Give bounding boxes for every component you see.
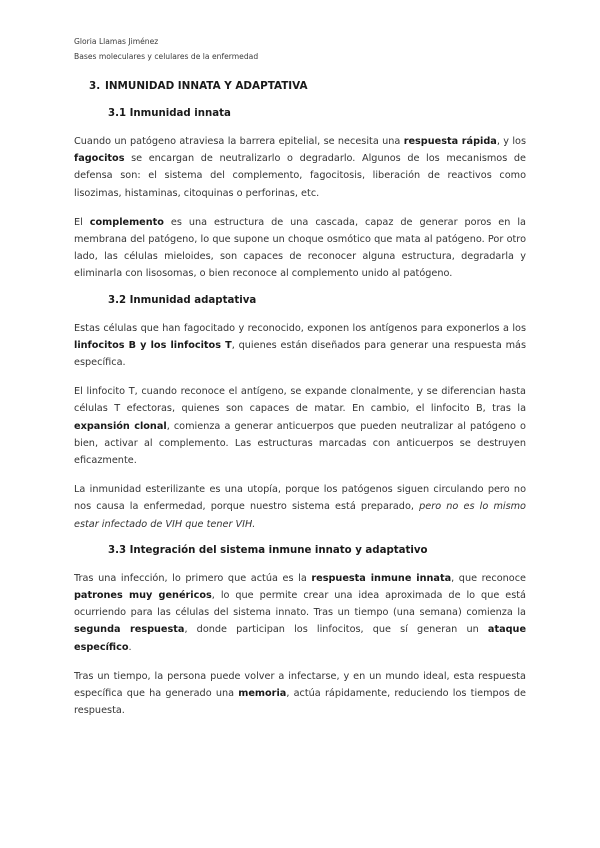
paragraph: El linfocito T, cuando reconoce el antígeno, se expande clonalmente, y se diferencian hasta células T efectoras, quienes son capaces de matar. En cambio, el linfocito B, tras la expansión clonal, comienza a generar anticuerpos que pueden neutralizar al patógeno o bien, activar al complemento. Las estructuras marcadas con anticuerpos se destruyen eficazmente. <box>74 386 526 467</box>
paragraph: Estas células que han fagocitado y reconocido, exponen los antígenos para exponerlos a los linfocitos B y los linfocitos T, quienes están diseñados para generar una respuesta más específica. <box>74 322 527 369</box>
document-body <box>74 80 526 731</box>
section-number: 3. <box>89 80 101 92</box>
paragraph: Tras un tiempo, la persona puede volver a infectarse, y en un mundo ideal, esta respuesta específica que ha generado una memoria, actúa rápidamente, reduciendo los tiempos de respuesta. <box>74 670 526 717</box>
paragraph: La inmunidad esterilizante es una utopía, porque los patógenos siguen circulando pero no nos causa la enfermedad, porque nuestro sistema está preparado, pero no es lo mismo estar infectado de VIH que tener VIH. <box>74 484 526 530</box>
paragraph: Cuando un patógeno atraviesa la barrera epitelial, se necesita una respuesta rápida, y los fagocitos se encargan de neutralizarlo o degradarlo. Algunos de los mecanismos de defensa son: el sistema del complemento, fagocitosis, liberación de reactivos como lisozimas, histaminas, citoquinas o perforinas, etc. <box>74 136 526 199</box>
subsection-heading-3-3: 3.3 Integración del sistema inmune innato y adaptativo <box>108 544 428 556</box>
section-heading <box>89 80 526 92</box>
header-subject: Bases moleculares y celulares de la enfermedad <box>74 52 259 61</box>
section-title: INMUNIDAD INNATA Y ADAPTATIVA <box>105 80 308 92</box>
subsection-heading-3-2: 3.2 Inmunidad adaptativa <box>108 294 257 306</box>
header-author: Gloria Llamas Jiménez <box>74 37 159 46</box>
paragraph: El complemento es una estructura de una cascada, capaz de generar poros en la membrana del patógeno, lo que supone un choque osmótico que mata al patógeno. Por otro lado, las células mieloides, son capaces de reconocer alguna estructura, degradarla y eliminarla con lisosomas, o bien reconoce al complemento unido al patógeno. <box>74 216 526 280</box>
paragraph: Tras una infección, lo primero que actúa es la respuesta inmune innata, que reconoce patrones muy genéricos, lo que permite crear una idea aproximada de lo que está ocurriendo para las células del sistema innato. Tras un tiempo (una semana) comienza la segunda respuesta, donde participan los linfocitos, que sí generan un ataque específico. <box>74 572 527 653</box>
subsection-heading-3-1: 3.1 Inmunidad innata <box>108 108 231 119</box>
